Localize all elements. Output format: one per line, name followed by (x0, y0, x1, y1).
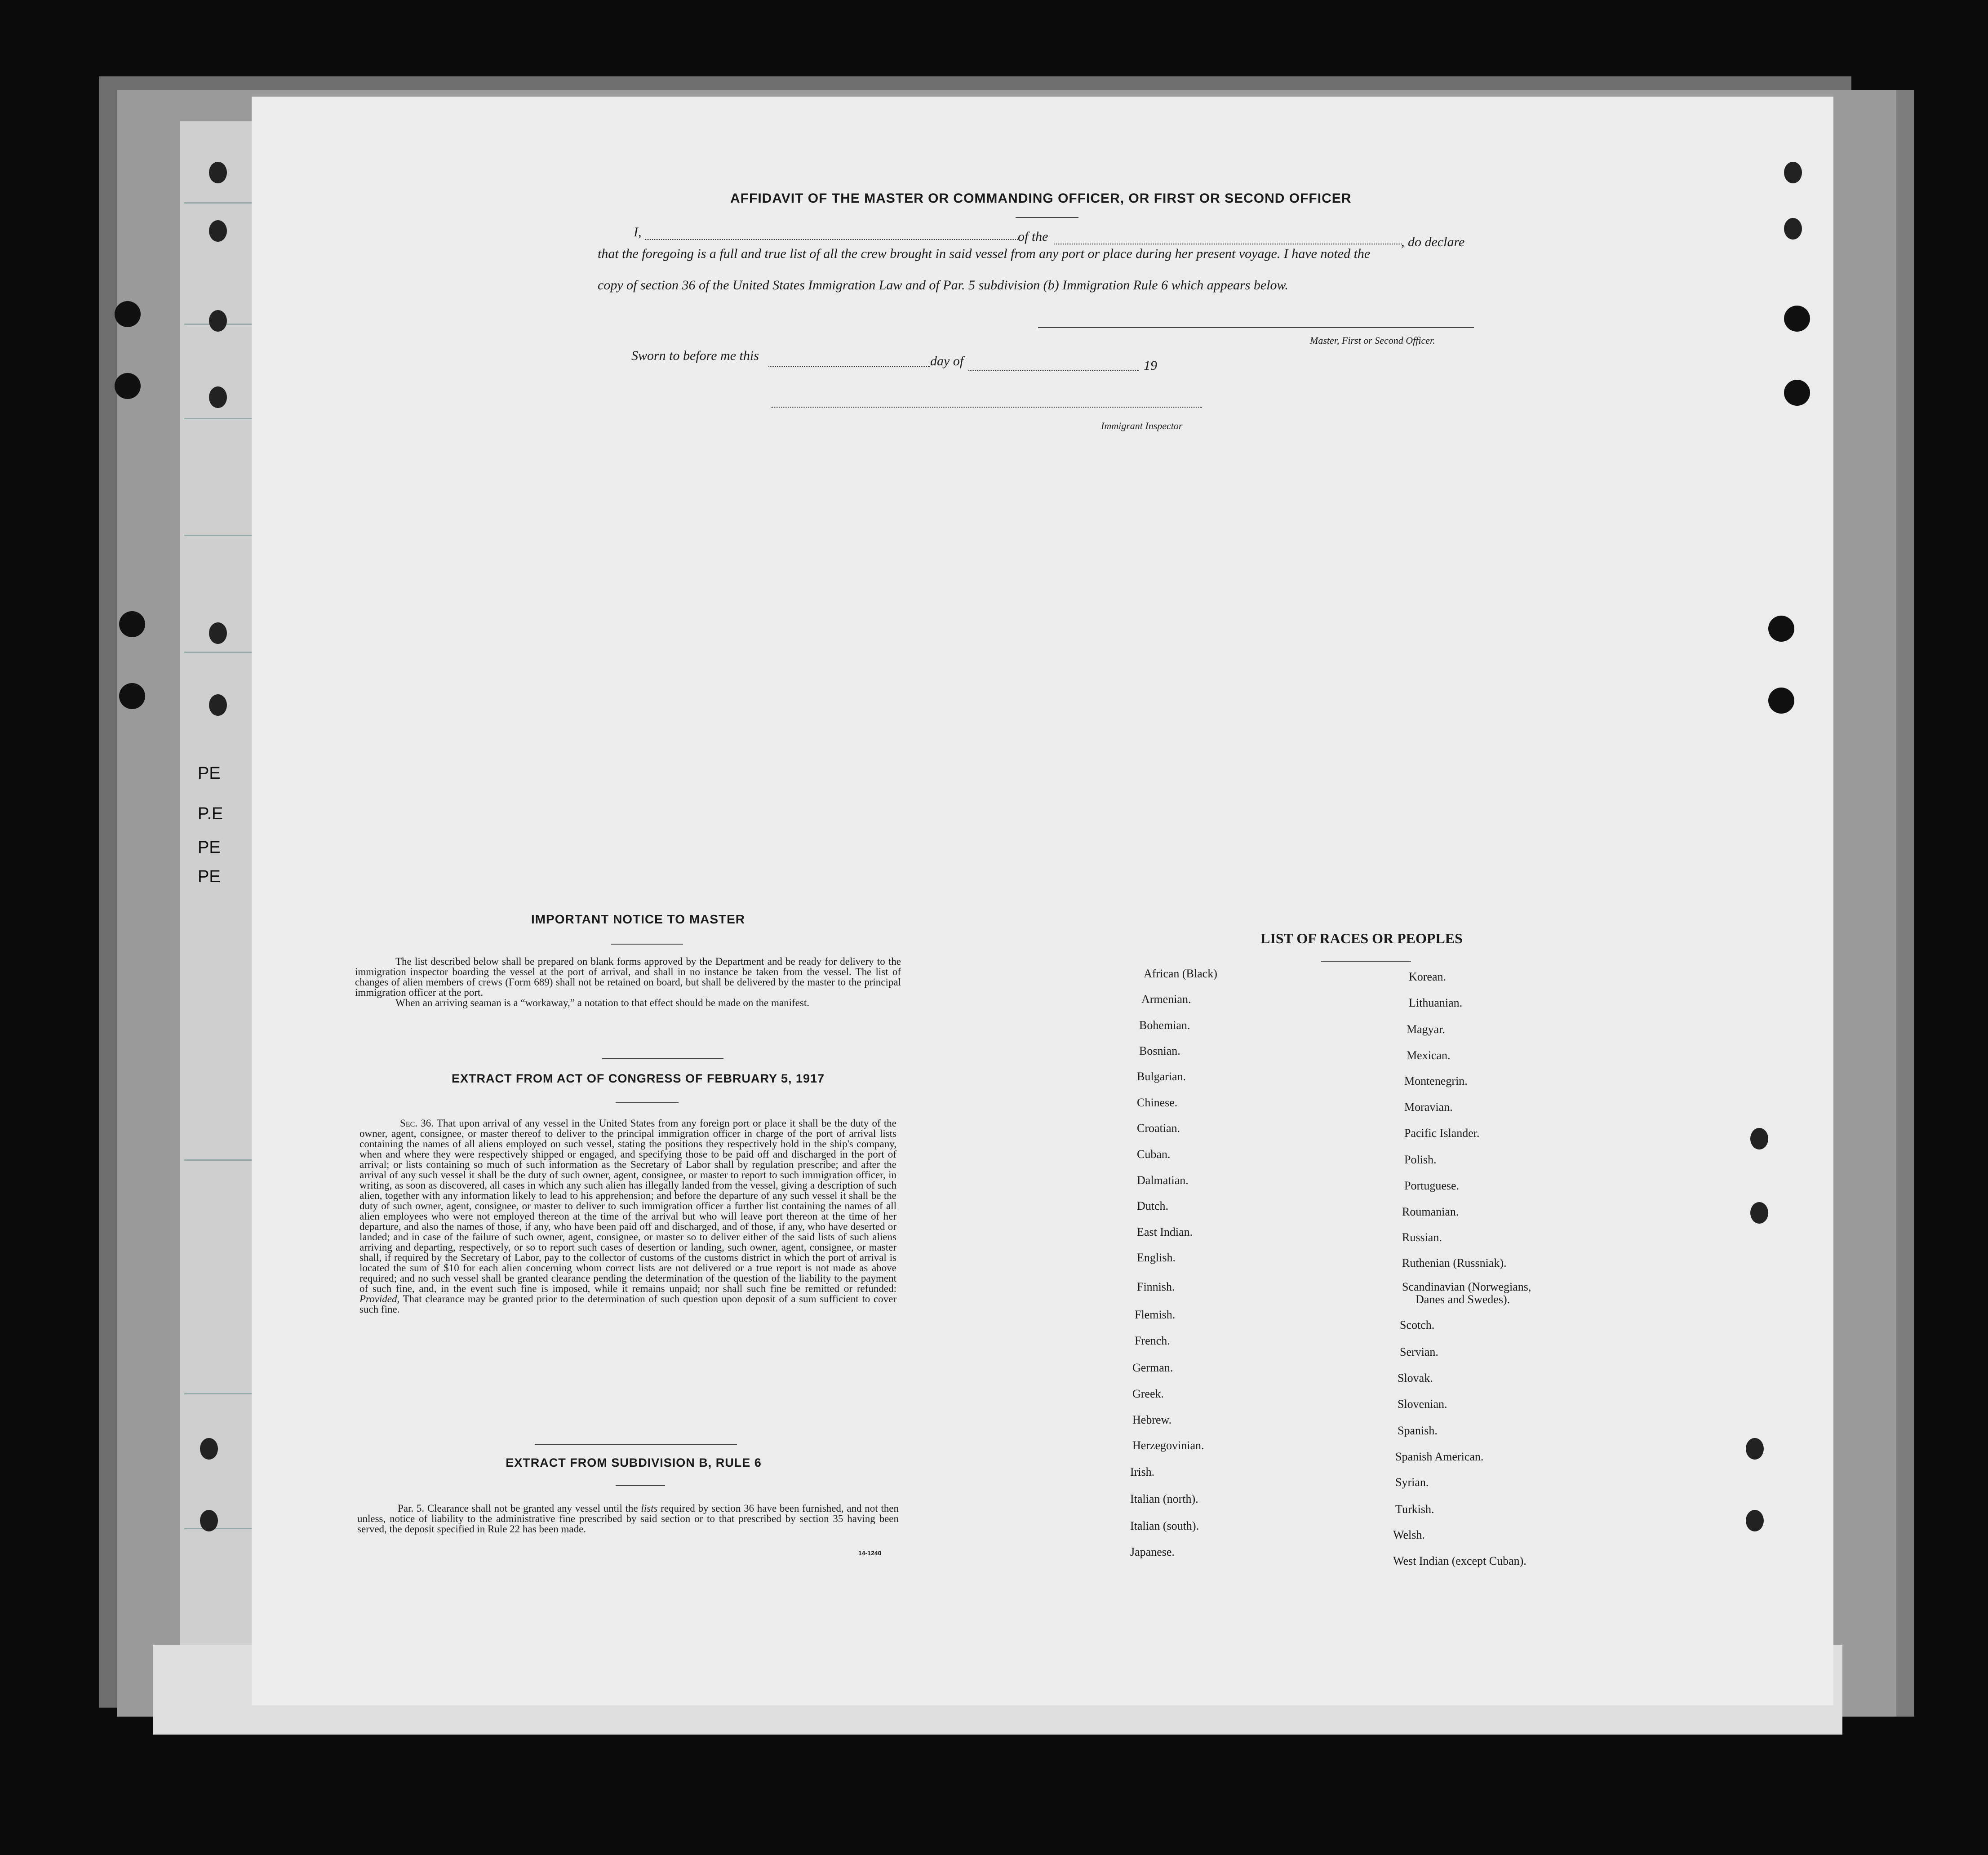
punch-hole (209, 386, 227, 408)
extract-rule-title: EXTRACT FROM SUBDIVISION B, RULE 6 (506, 1456, 762, 1469)
race-item: Roumanian. (1402, 1205, 1459, 1218)
divider (535, 1444, 737, 1445)
punch-hole (1746, 1510, 1764, 1531)
race-item: Italian (north). (1130, 1492, 1198, 1505)
divider (602, 1058, 723, 1059)
race-item: Japanese. (1130, 1545, 1175, 1558)
punch-hole (115, 301, 141, 327)
race-item: Dutch. (1137, 1199, 1169, 1212)
race-item: African (Black) (1144, 967, 1217, 980)
master-name-field[interactable] (645, 239, 1018, 240)
race-item: Scotch. (1400, 1318, 1435, 1331)
master-caption: Master, First or Second Officer. (1310, 335, 1435, 346)
punch-hole (1768, 688, 1794, 714)
affidavit-i-label: I, (634, 225, 642, 240)
rule-text-lists: lists (641, 1503, 658, 1514)
race-item: Spanish. (1398, 1424, 1438, 1437)
margin-note: PE (198, 838, 221, 857)
race-item: Croatian. (1137, 1122, 1180, 1135)
sworn-label: Sworn to before me this (631, 348, 759, 363)
form-number: 14-1240 (858, 1549, 882, 1557)
race-item: Pacific Islander. (1404, 1127, 1480, 1140)
punch-hole (1784, 218, 1802, 240)
notice-paragraph: When an arriving seaman is a “workaway,” a notation to that effect should be made on the manifest. (395, 997, 809, 1008)
punch-hole (115, 373, 141, 399)
punch-hole (119, 611, 145, 637)
punch-hole (1784, 162, 1802, 183)
ruled-line (184, 202, 256, 204)
rule-text (357, 1503, 899, 1534)
ruled-line (184, 1393, 256, 1394)
race-item: Polish. (1404, 1153, 1437, 1166)
race-item: Bosnian. (1139, 1044, 1180, 1057)
race-item: Korean. (1409, 970, 1447, 983)
sworn-day-field[interactable] (768, 366, 930, 367)
punch-hole (209, 310, 227, 332)
race-item: East Indian. (1137, 1225, 1193, 1238)
margin-note: P.E (198, 804, 223, 823)
sworn-month-field[interactable] (968, 370, 1139, 371)
race-item: Montenegrin. (1404, 1074, 1468, 1087)
race-item: Italian (south). (1130, 1519, 1199, 1532)
race-item: Ruthenian (Russniak). (1402, 1256, 1507, 1269)
race-item: Lithuanian. (1409, 996, 1463, 1009)
punch-hole (1768, 616, 1794, 642)
race-item: Syrian. (1395, 1476, 1429, 1489)
punch-hole (1750, 1202, 1768, 1224)
race-item: Servian. (1400, 1345, 1438, 1358)
race-item: German. (1132, 1361, 1173, 1374)
race-item: Welsh. (1393, 1528, 1425, 1541)
margin-note: PE (198, 764, 221, 783)
race-item: Hebrew. (1132, 1413, 1172, 1426)
race-item: Portuguese. (1404, 1179, 1460, 1192)
punch-hole (209, 220, 227, 242)
punch-hole (200, 1438, 218, 1460)
inspector-caption: Immigrant Inspector (1101, 420, 1183, 431)
punch-hole (200, 1510, 218, 1531)
race-item: Armenian. (1141, 993, 1191, 1006)
ruled-line (184, 1159, 256, 1161)
race-item: Turkish. (1395, 1503, 1434, 1516)
race-item: Chinese. (1137, 1096, 1178, 1109)
race-item: Slovak. (1398, 1371, 1433, 1385)
race-item: West Indian (except Cuban). (1393, 1554, 1526, 1567)
race-item: Bulgarian. (1137, 1070, 1186, 1083)
race-item-continuation: Danes and Swedes). (1416, 1293, 1510, 1306)
sec-body: That upon arrival of any vessel in the United States from any foreign port or place it shall be the duty of the owner, agent, consignee, or master thereof to deliver to the principal immigration officer in charge of the port of arrival lists containing the names of all aliens employed on such vessel, stating the positions they respectively hold in the ship's company, when and where they were respectively shipped or engaged, and specifying those to be paid off and discharged in the port of arrival; or lists containing so much of such information as the Secretary of Labor shall by regulation prescribe; and after the arrival of any such vessel it shall be the duty of such owner, agent, consignee, or master to report to such immigration officer, in writing, as soon as discovered, all cases in which any such alien has illegally landed from the vessel, giving a description of such alien, together with any information likely to lead to his apprehension; and before the departure of any such vessel it shall be the duty of such owner, agent, consignee, or master to deliver to such immigration officer a further list containing the names of all alien employees who were not employed thereon at the time of the arrival but who will leave port thereon at the time of her departure, and also the names of those, if any, who have been paid off and discharged, and of those, if any, who have deserted or landed; and in case of the failure of such owner, agent, consignee, or master so to deliver either of the said lists of such aliens arriving and departing, respectively, or so to report such cases of desertion or landing, such owner, agent, consignee, or master shall, if required by the Secretary of Labor, pay to the collector of customs of the customs district in which the port of arrival is located the sum of $10 for each alien concerning whom correct lists are not delivered or a true report is not made as above required; and no such vessel shall be granted clearance pending the determination of the question of the liability to the payment of such fine, and, in the event such fine is imposed, while it remains unpaid; nor shall such fine be remitted or refunded: (359, 1118, 896, 1294)
race-item: English. (1137, 1251, 1176, 1264)
notice-paragraph: The list described below shall be prepared on blank forms approved by the Department and be ready for delivery to the immigration inspector boarding the vessel at the port of arrival, and shall in no instance be taken from the vessel. The list of changes of alien members of crews (Form 689) shall not be retained on board, but shall be delivered by the master to the principal immigration officer at the port. (355, 956, 901, 998)
punch-hole (1784, 306, 1810, 332)
punch-hole (209, 694, 227, 716)
sec-label: Sec. 36. (400, 1118, 434, 1129)
race-item: Bohemian. (1139, 1019, 1190, 1032)
race-item: Flemish. (1135, 1308, 1176, 1321)
affidavit-text-line: copy of section 36 of the United States Immigration Law and of Par. 5 subdivision (b) Immigration Rule 6 which appears below. (598, 278, 1288, 293)
inspector-signature-line[interactable] (771, 407, 1202, 408)
punch-hole (209, 622, 227, 644)
divider (1321, 961, 1411, 962)
affidavit-text-line: that the foregoing is a full and true list of all the crew brought in said vessel from any port or place during her present voyage. I have noted the (598, 246, 1371, 261)
notice-title: IMPORTANT NOTICE TO MASTER (531, 912, 746, 926)
race-item: Magyar. (1407, 1023, 1445, 1036)
affidavit-title: AFFIDAVIT OF THE MASTER OR COMMANDING OFFICER, OR FIRST OR SECOND OFFICER (730, 191, 1352, 206)
section-36-text (359, 1118, 896, 1314)
races-title: LIST OF RACES OR PEOPLES (1260, 930, 1463, 946)
extract-act-title: EXTRACT FROM ACT OF CONGRESS OF FEBRUARY 5, 1917 (451, 1072, 825, 1085)
divider (1016, 217, 1078, 218)
divider (611, 944, 683, 945)
ruled-line (184, 652, 256, 653)
ruled-line (184, 1528, 256, 1529)
race-item: Herzegovinian. (1132, 1439, 1204, 1452)
race-item: Dalmatian. (1137, 1174, 1189, 1187)
punch-hole (1746, 1438, 1764, 1460)
year-label: 19 (1144, 358, 1157, 373)
day-of-label: day of (930, 354, 964, 368)
race-item: Slovenian. (1398, 1398, 1447, 1411)
proviso-label: Provided, (359, 1293, 400, 1305)
rule-text-a: Par. 5. Clearance shall not be granted any vessel until the (398, 1503, 638, 1514)
punch-hole (119, 683, 145, 709)
race-item: Mexican. (1407, 1049, 1451, 1062)
race-item: Scandinavian (Norwegians, (1402, 1280, 1531, 1293)
race-item: Irish. (1130, 1465, 1155, 1478)
divider (616, 1485, 665, 1486)
divider (616, 1102, 679, 1103)
race-item: Cuban. (1137, 1148, 1171, 1161)
race-item: Russian. (1402, 1231, 1442, 1244)
ruled-line (184, 535, 256, 536)
notice-text (355, 956, 901, 1008)
master-signature-line[interactable] (1038, 327, 1474, 328)
punch-hole (209, 162, 227, 183)
race-item: French. (1135, 1334, 1170, 1347)
affidavit-of-the-label: of the (1018, 229, 1048, 244)
race-item: Greek. (1132, 1387, 1164, 1400)
race-item: Moravian. (1404, 1101, 1453, 1114)
rule-text-b: required by section 36 have been furnished, and not then unless, notice of liability to the administrative fine prescribed by said section or to that prescribed by section 35 having been served, the deposit specified in Rule 22 has been made. (357, 1503, 899, 1535)
proviso-text: That clearance may be granted prior to the determination of such question upon deposit of a sum sufficient to cover such fine. (359, 1293, 897, 1315)
punch-hole (1750, 1128, 1768, 1149)
margin-note: PE (198, 867, 221, 886)
race-item: Spanish American. (1395, 1450, 1484, 1463)
punch-hole (1784, 380, 1810, 406)
ruled-line (184, 418, 256, 419)
race-item: Finnish. (1137, 1280, 1175, 1293)
affidavit-declare-label: , do declare (1401, 235, 1465, 249)
